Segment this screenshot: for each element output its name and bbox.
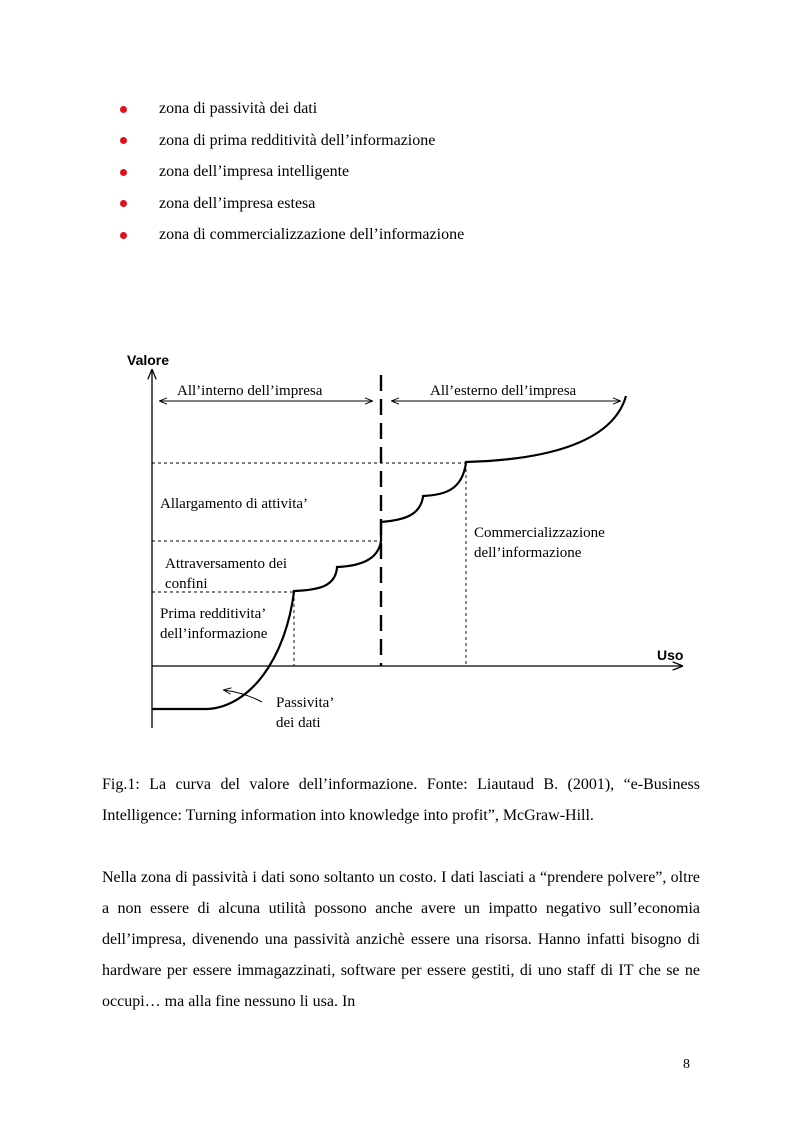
zone-passivita-label: Passivita’	[276, 695, 335, 711]
bullet-text: zona dell’impresa estesa	[159, 194, 316, 212]
bullet-list	[117, 97, 464, 255]
bullet-dot-icon	[120, 137, 127, 144]
inside-label: All’interno dell’impresa	[177, 383, 323, 399]
bullet-text: zona di prima redditività dell’informazione	[159, 131, 436, 149]
figure-caption: Fig.1: La curva del valore dell’informazione. Fonte: Liautaud B. (2001), “e-Business Intelligence: Turning information into knowledge into profit”, McGraw-Hill.	[102, 776, 700, 824]
value-curve-diagram	[0, 340, 793, 740]
list-item	[117, 129, 464, 161]
bullet-dot-icon	[120, 169, 127, 176]
zone-passivita-label: dei dati	[276, 715, 321, 731]
zone-prima-label: dell’informazione	[160, 626, 268, 642]
body-paragraph: Nella zona di passività i dati sono soltanto un costo. I dati lasciati a “prendere polvere”, oltre a non essere di alcuna utilità possono anche avere un impatto negativo sull’economia dell’impresa, divenendo una passività anzichè essere una risorsa. Hanno infatti bisogno di hardware per essere immagazzinati, software per essere gestiti, di uno staff di IT che se ne occupi… ma alla fine nessuno li usa. In	[102, 869, 700, 1010]
bullet-text: zona di commercializzazione dell’informazione	[159, 226, 465, 243]
y-axis-label: Valore	[127, 352, 170, 368]
zone-prima-label: Prima redditivita’	[160, 606, 267, 622]
list-item	[117, 97, 464, 129]
page-number: 8	[683, 1057, 690, 1072]
zone-commercializzazione-label: dell’informazione	[474, 545, 582, 561]
list-item	[117, 160, 464, 192]
list-item	[117, 223, 464, 255]
bullet-dot-icon	[120, 200, 127, 207]
list-item	[117, 192, 464, 224]
x-axis-label: Uso	[657, 647, 684, 663]
zone-attraversamento-label: confini	[165, 576, 208, 592]
bullet-dot-icon	[120, 232, 127, 239]
zone-attraversamento-label: Attraversamento dei	[165, 556, 288, 572]
bullet-dot-icon	[120, 106, 127, 113]
zone-commercializzazione-label: Commercializzazione	[474, 525, 605, 541]
bullet-text: zona di passività dei dati	[159, 100, 318, 117]
outside-label: All’esterno dell’impresa	[430, 383, 577, 399]
bullet-text: zona dell’impresa intelligente	[159, 163, 350, 180]
zone-allargamento-label: Allargamento di attivita’	[160, 496, 309, 512]
